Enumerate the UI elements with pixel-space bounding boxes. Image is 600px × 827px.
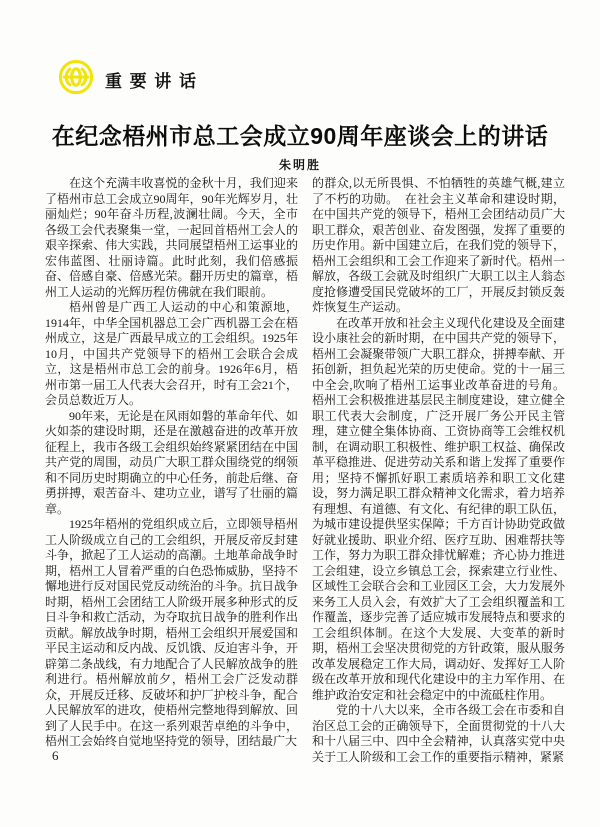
right-column bbox=[312, 176, 565, 765]
paragraph-continuation: 的群众,以无所畏惧、不怕牺牲的英雄气概,建立了不朽的功勋。 在社会主义革命和建设时期，在中国共产党的领导下，梧州工会团结动员广大职工群众，艰苦创业、奋发图强，发挥了重要的历史作用。新中国建立后，在我们党的领导下，梧州工会组织和工会工作迎来了新时代。梧州一解放，各级工会就及时组织广大职工以主人翁态度抢修遭受国民党破坏的工厂，开展反封锁反轰炸恢复生产运动。 bbox=[312, 176, 565, 314]
paragraph: 党的十八大以来，全市各级工会在市委和自治区总工会的正确领导下，全面贯彻党的十八大和十八届三中、四中全会精神，认真落实党中央关于工人阶级和工会工作的重要指示精神，紧紧 bbox=[312, 703, 565, 764]
paragraph: 在改革开放和社会主义现代化建设及全面建设小康社会的新时期，在中国共产党的领导下，梧州工会凝聚带领广大职工群众，拼搏奉献、开拓创新，担负起光荣的历史使命。党的十一届三中全会,吹响了梧州工运事业改革奋进的号角。梧州工会积极推进基层民主制度建设，建立健全职工代表大会制度，广泛开展厂务公开民主管理，建立健全集体协商、工资协商等工会维权机制，在调动职工积极性、维护职工权益、确保改革平稳推进、促进劳动关系和谐上发挥了重要作用；坚持不懈抓好职工素质培养和职工文化建设，努力满足职工群众精神文化需求，着力培养有理想、有道德、有文化、有纪律的职工队伍，为城市建设提供坚实保障；千方百计协助党政做好就业援助、职业介绍、医疗互助、困难帮扶等工作，努力为职工群众排忧解难；齐心协力推进工会组建，设立乡镇总工会，探索建立行业性、区域性工会联合会和工业园区工会，大力发展外来务工人员入会，有效扩大了工会组织覆盖和工作覆盖，逐步完善了适应城市发展特点和要求的工会组织体制。在这个大发展、大变革的新时期，梧州工会坚决贯彻党的方针政策，服从服务改革发展稳定工作大局，调动好、发挥好工人阶级在改革开放和现代化建设中的主力军作用、在维护政治安定和社会稳定中的中流砥柱作用。 bbox=[312, 315, 565, 702]
article-body bbox=[45, 176, 566, 765]
paragraph: 90年来，无论是在风雨如磐的革命年代、如火如荼的建设时期，还是在激越奋进的改革开放征程上，我市各级工会组织始终紧紧团结在中国共产党的周围，动员广大职工群众围绕党的纲领和不同历史时期确立的中心任务，前赴后继、奋勇拼搏，艰苦奋斗、建功立业，谱写了壮丽的篇章。 bbox=[45, 408, 298, 516]
section-label: 重要讲话 bbox=[105, 71, 204, 91]
trade-union-emblem-icon bbox=[57, 58, 95, 96]
paragraph: 梧州曾是广西工人运动的中心和策源地，1914年，中华全国机器总工会广西机器工会在梧州成立，这是广西最早成立的工会组织。1925年10月，中国共产党领导下的梧州工会联合会成立，这是梧州市总工会的前身。1926年6月，梧州市第一届工人代表大会召开，时有工会21个，会员总数近万人。 bbox=[45, 300, 298, 407]
paragraph: 在这个充满丰收喜悦的金秋十月，我们迎来了梧州市总工会成立90周年，90年光辉岁月，壮丽灿烂；90年奋斗历程,波澜壮阔。今天，全市各级工会代表聚集一堂，一起回首梧州工会人的艰辛探索、伟大实践，共同展望梧州工运事业的宏伟蓝图、壮丽诗篇。此时此刻，我们倍感振奋、倍感自豪、倍感光荣。翻开历史的篇章，梧州工人运动的光辉历程仿佛就在我们眼前。 bbox=[45, 176, 298, 299]
left-column bbox=[45, 176, 298, 765]
paragraph: 1925年梧州的党组织成立后，立即领导梧州工人阶级成立自己的工会组织，开展反帝反封建斗争，掀起了工人运动的高潮。土地革命战争时期，梧州工人冒着严重的白色恐怖威胁，坚持不懈地进行反对国民党反动统治的斗争。抗日战争时期，梧州工会团结工人阶级开展多种形式的反日斗争和救亡活动，为夺取抗日战争的胜利作出贡献。解放战争时期，梧州工会组织开展爱国和平民主运动和反内战、反饥饿、反迫害斗争，开辟第二条战线，有力地配合了人民解放战争的胜利进行。梧州解放前夕，梧州工会广泛发动群众，开展反迁移、反破坏和护厂护校斗争，配合人民解放军的进攻，使梧州完整地得到解放、回到了人民手中。在这一系列艰苦卓绝的斗争中，梧州工会始终自觉地坚持党的领导，团结最广大 bbox=[45, 517, 298, 748]
article-title: 在纪念梧州市总工会成立90周年座谈会上的讲话 bbox=[51, 123, 549, 149]
page-number: 6 bbox=[52, 748, 59, 763]
section-header bbox=[57, 58, 204, 96]
article-author: 朱明胜 bbox=[278, 158, 321, 172]
